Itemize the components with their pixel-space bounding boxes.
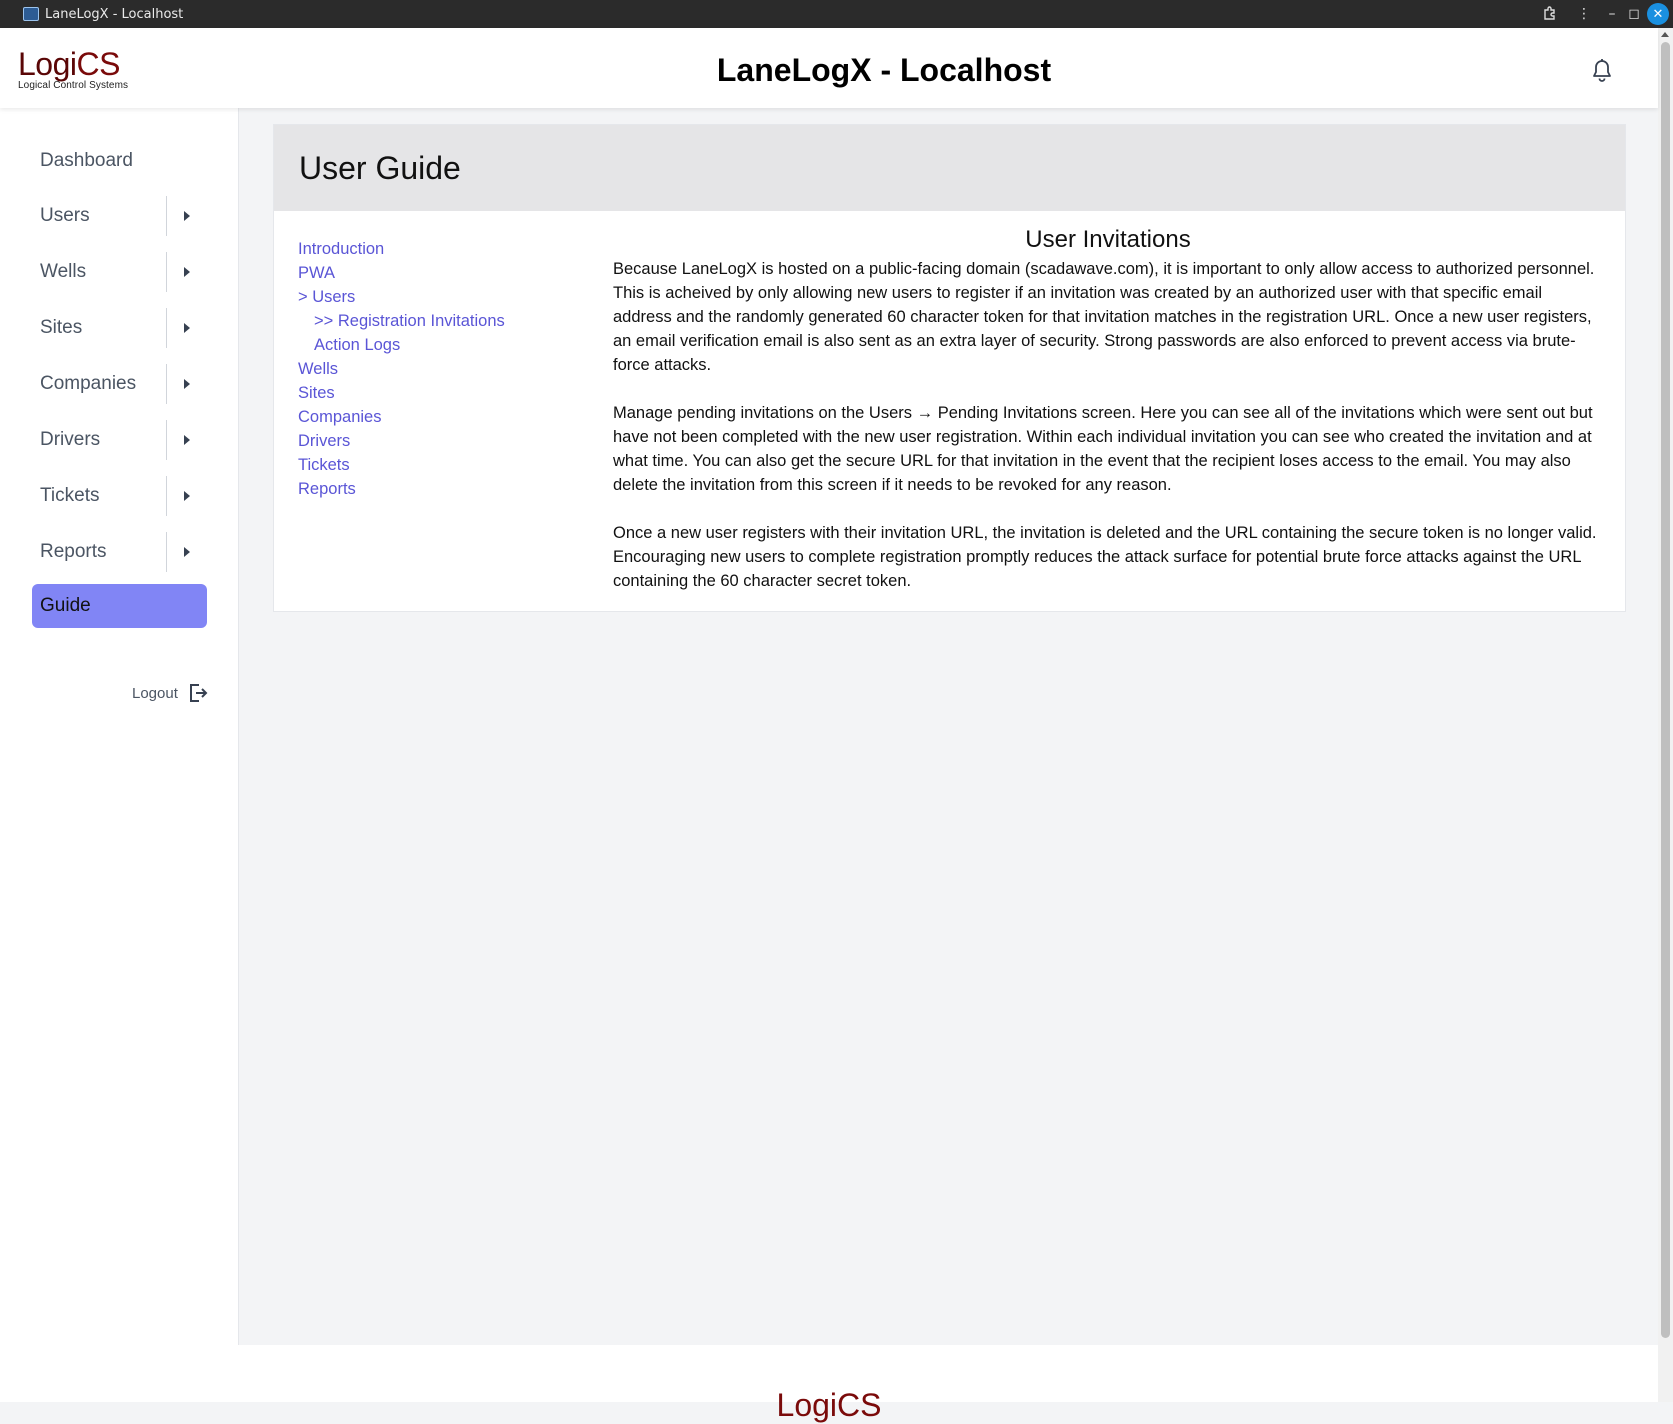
caret-right-icon[interactable] [167, 362, 207, 406]
footer [0, 1345, 1658, 1423]
scroll-up-icon[interactable] [1661, 32, 1669, 37]
toc-link-companies[interactable]: Companies [298, 408, 382, 426]
caret-right-icon[interactable] [167, 474, 207, 518]
window-title: LaneLogX - Localhost [45, 6, 184, 22]
sidebar-item-drivers[interactable] [32, 418, 207, 462]
card-header [274, 125, 1625, 211]
sidebar-item-users[interactable] [32, 194, 207, 238]
toc-link-users[interactable]: > Users [298, 288, 356, 306]
sidebar-item-reports[interactable] [32, 530, 207, 574]
toc-link-tickets[interactable]: Tickets [298, 456, 350, 474]
paragraph: Once a new user registers with their invitation URL, the invitation is deleted and the URL containing the secure token is no longer valid. Encouraging new users to complete registration promptly reduces the attack surface for potential brute force attacks against the URL containing the 60 character secret token. [613, 524, 1597, 590]
logo-subtitle: Logical Control Systems [18, 80, 129, 91]
sidebar [0, 108, 239, 1345]
guide-toc [298, 237, 598, 501]
maximize-icon[interactable]: ◻ [1628, 6, 1640, 22]
logout-button[interactable] [132, 682, 208, 704]
sidebar-item-label: Guide [40, 595, 91, 616]
sidebar-item-companies[interactable] [32, 362, 207, 406]
scrollbar-thumb[interactable] [1661, 42, 1670, 1338]
logo-accent-text: CS [76, 46, 120, 82]
footer-logo: LogiCS [776, 1387, 882, 1423]
toc-link-drivers[interactable]: Drivers [298, 432, 351, 450]
close-icon[interactable]: ✕ [1647, 3, 1669, 25]
app-title: LaneLogX - Localhost [716, 52, 1052, 88]
paragraph: Manage pending invitations on the Users → Pending Invitations screen. Here you can see all of the invitations which were sent out but have not been completed with the new user registration. Within each individual invitation you can see who created the invitation and at what time. You can also get the secure URL for that invitation in the event that the recipient loses access to the email. You may also delete the invitation from this screen if it needs to be revoked for any reason. [613, 404, 1593, 494]
toc-link-reports[interactable]: Reports [298, 480, 356, 498]
sidebar-item-label: Users [40, 205, 90, 226]
paragraph: Because LaneLogX is hosted on a public-facing domain (scadawave.com), it is important to only allow access to authorized personnel. This is acheived by only allowing new users to register if an invitation was created by an authorized user with that specific email address and the randomly generated 60 character token for that invitation matches in the registration URL. Once a new user registers, an email verification email is also sent as an extra layer of security. Strong passwords are also enforced to prevent access via brute-force attacks. [613, 260, 1595, 374]
bell-icon[interactable] [1590, 58, 1614, 84]
app-header [0, 28, 1658, 108]
sidebar-item-label: Tickets [40, 485, 100, 506]
sidebar-item-label: Wells [40, 261, 87, 282]
caret-right-icon[interactable] [167, 306, 207, 350]
sidebar-item-label: Companies [40, 373, 137, 394]
extensions-icon[interactable] [1533, 0, 1567, 28]
toc-link-wells[interactable]: Wells [298, 360, 339, 378]
toc-link-registration-invitations[interactable]: >> Registration Invitations [314, 312, 505, 330]
sidebar-item-label: Dashboard [40, 150, 133, 171]
sidebar-item-dashboard[interactable] [32, 139, 207, 183]
caret-right-icon[interactable] [167, 530, 207, 574]
scrollbar[interactable] [1658, 28, 1673, 1402]
toc-link-introduction[interactable]: Introduction [298, 240, 385, 258]
logout-icon [188, 682, 208, 704]
toc-link-sites[interactable]: Sites [298, 384, 335, 402]
sidebar-item-wells[interactable] [32, 250, 207, 294]
logout-label: Logout [132, 684, 178, 702]
sidebar-item-label: Drivers [40, 429, 101, 450]
minimize-icon[interactable]: – [1608, 6, 1616, 22]
sidebar-item-label: Reports [40, 541, 107, 562]
page-title: User Guide [299, 149, 461, 186]
sidebar-item-tickets[interactable] [32, 474, 207, 518]
toc-link-action-logs[interactable]: Action Logs [314, 336, 401, 354]
caret-right-icon[interactable] [167, 250, 207, 294]
window-titlebar [0, 0, 1673, 28]
sidebar-item-sites[interactable] [32, 306, 207, 350]
sidebar-item-guide[interactable] [32, 584, 207, 628]
section-title: User Invitations [1025, 226, 1191, 253]
toc-link-pwa[interactable]: PWA [298, 264, 335, 282]
caret-right-icon[interactable] [167, 194, 207, 238]
guide-content [613, 225, 1603, 617]
guide-card [273, 124, 1626, 612]
more-menu-icon[interactable]: ⋮ [1577, 6, 1591, 22]
logo-main-text: Logi [18, 46, 77, 82]
sidebar-item-label: Sites [40, 317, 83, 338]
caret-right-icon[interactable] [167, 418, 207, 462]
app-icon [23, 7, 39, 21]
